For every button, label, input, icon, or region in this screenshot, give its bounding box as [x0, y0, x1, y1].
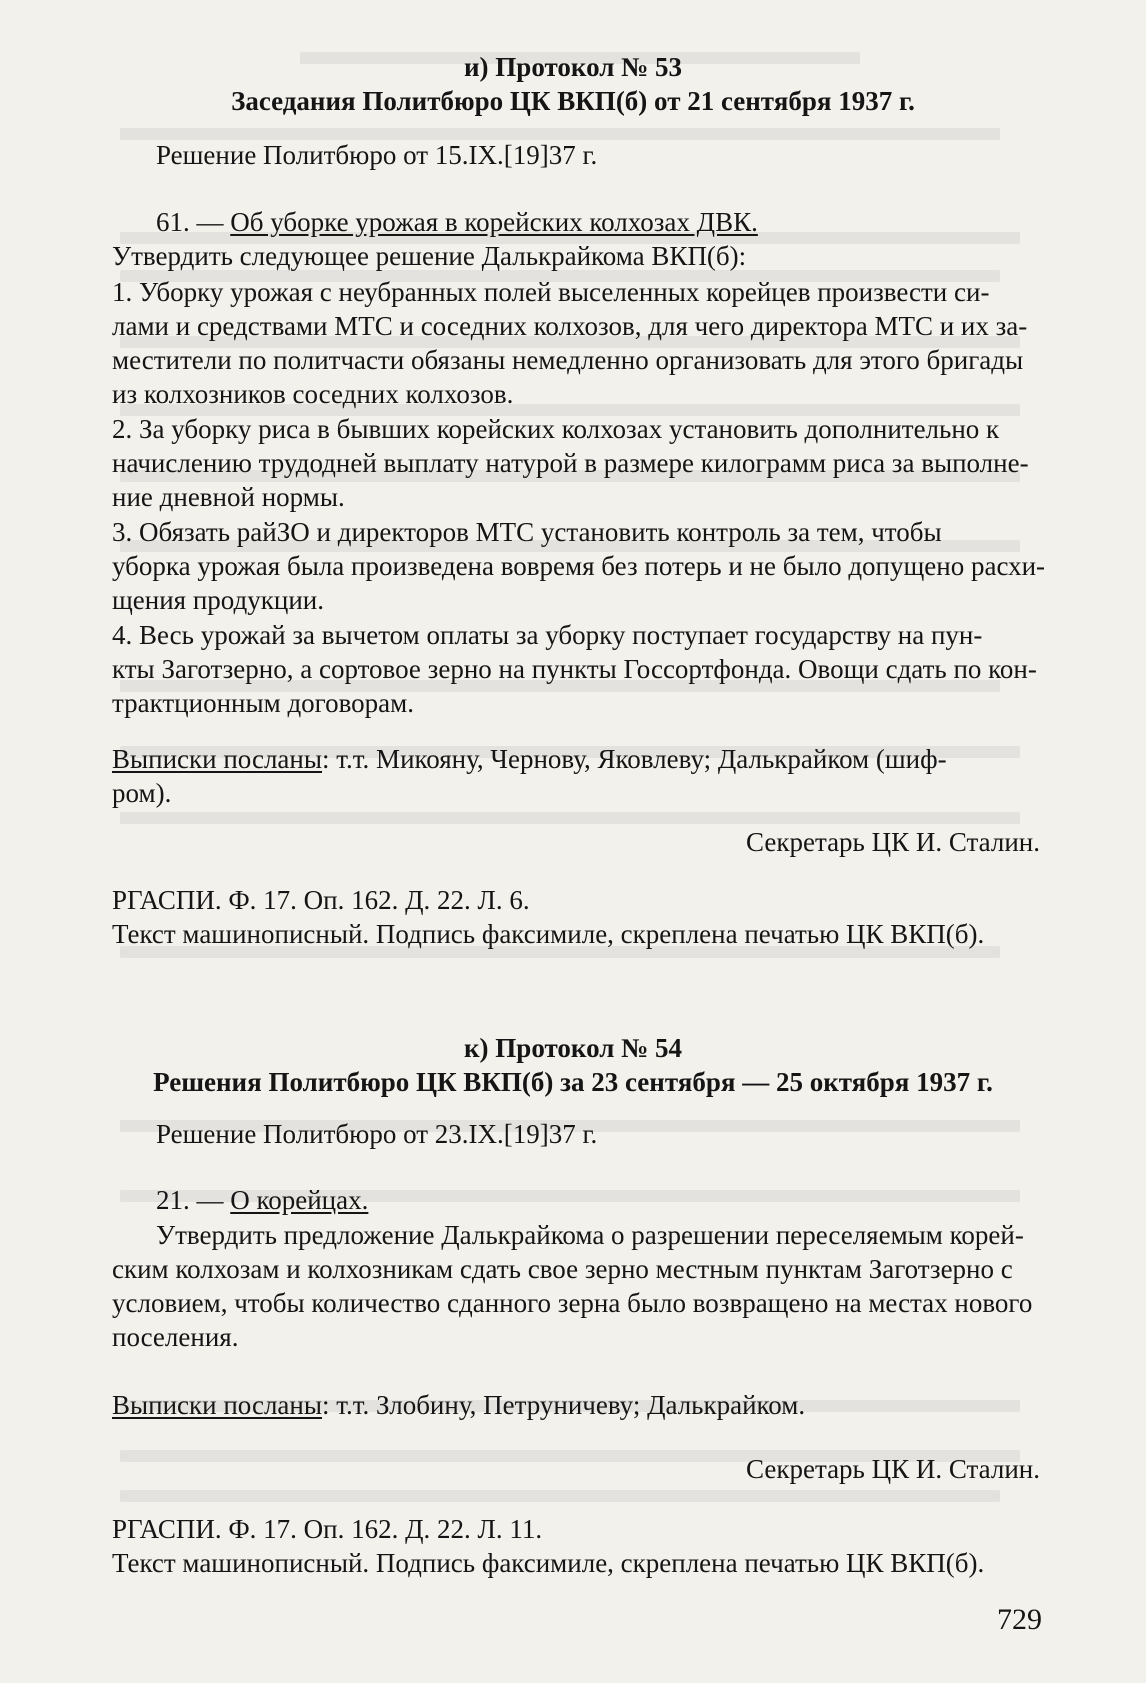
decision-date-2: Решение Политбюро от 23.IX.[19]37 г. [156, 1119, 598, 1149]
protocol-54-heading: к) Протокол № 54 [464, 1033, 682, 1063]
p2-line-2: начислению трудодней выплату натурой в размере килограмм риса за выполне- [112, 448, 1029, 478]
protocol-53-subheading: Заседания Политбюро ЦК ВКП(б) от 21 сентября 1937 г. [231, 86, 915, 116]
archive-note-2: Текст машинописный. Подпись факсимиле, скреплена печатью ЦК ВКП(б). [112, 1548, 985, 1578]
p4-line-1: 4. Весь урожай за вычетом оплаты за уборку поступает государству на пун- [112, 620, 983, 650]
item-21-title: О корейцах. [230, 1185, 369, 1215]
item-61-heading [156, 205, 758, 239]
signature-2: Секретарь ЦК И. Сталин. [746, 1454, 1040, 1484]
item-61-number: 61. — [156, 207, 231, 237]
distribution-2-recipients: : т.т. Злобину, Петруничеву; Далькрайком. [322, 1390, 806, 1420]
p3-line-1: 3. Обязать райЗО и директоров МТС установить контроль за тем, чтобы [112, 517, 942, 547]
item-21-line-3: условием, чтобы количество сданного зерна было возвращено на местах нового [112, 1288, 1033, 1318]
archive-reference-2: РГАСПИ. Ф. 17. Оп. 162. Д. 22. Л. 11. [112, 1514, 543, 1544]
signature-1: Секретарь ЦК И. Сталин. [746, 827, 1040, 857]
p2-line-3: ние дневной нормы. [112, 482, 345, 512]
page-number: 729 [997, 1603, 1042, 1636]
distribution-1-line-2: ром). [112, 778, 172, 808]
item-21-line-4: поселения. [112, 1322, 239, 1352]
p1-line-4: из колхозников соседних колхозов. [112, 379, 514, 409]
distribution-1-line-1 [112, 742, 947, 776]
distribution-1-recipients: : т.т. Микояну, Чернову, Яковлеву; Далькрайком (шиф- [322, 744, 947, 774]
protocol-53-heading: и) Протокол № 53 [464, 52, 682, 82]
item-21-line-2: ским колхозам и колхозникам сдать свое зерно местным пунктам Заготзерно с [112, 1254, 1013, 1284]
p1-line-2: лами и средствами МТС и соседних колхозов, для чего директора МТС и их за- [112, 311, 1028, 341]
protocol-54-subheading: Решения Политбюро ЦК ВКП(б) за 23 сентября — 25 октября 1937 г. [153, 1067, 993, 1097]
item-21-number: 21. — [156, 1185, 231, 1215]
distribution-2 [112, 1388, 805, 1422]
p2-line-1: 2. За уборку риса в бывших корейских колхозах установить дополнительно к [112, 414, 1000, 444]
distribution-2-label: Выписки посланы [112, 1390, 323, 1420]
item-21-heading [156, 1183, 368, 1217]
item-21-line-1: Утвердить предложение Далькрайкома о разрешении переселяемым корей- [156, 1220, 1024, 1250]
item-61-intro: Утвердить следующее решение Далькрайкома ВКП(б): [112, 241, 747, 271]
p1-line-1: 1. Уборку урожая с неубранных полей выселенных корейцев произвести си- [112, 277, 990, 307]
item-61-title: Об уборке урожая в корейских колхозах ДВК. [230, 207, 758, 237]
p4-line-3: трактционным договорам. [112, 688, 414, 718]
p3-line-3: щения продукции. [112, 585, 324, 615]
p1-line-3: местители по политчасти обязаны немедленно организовать для этого бригады [112, 345, 1024, 375]
decision-date-1: Решение Политбюро от 15.IX.[19]37 г. [156, 140, 598, 170]
distribution-1-label: Выписки посланы [112, 744, 323, 774]
p4-line-2: кты Заготзерно, а сортовое зерно на пункты Госсортфонда. Овощи сдать по кон- [112, 654, 1037, 684]
archive-note-1: Текст машинописный. Подпись факсимиле, скреплена печатью ЦК ВКП(б). [112, 919, 985, 949]
archive-reference-1: РГАСПИ. Ф. 17. Оп. 162. Д. 22. Л. 6. [112, 885, 530, 915]
p3-line-2: уборка урожая была произведена вовремя без потерь и не было допущено расхи- [112, 551, 1046, 581]
